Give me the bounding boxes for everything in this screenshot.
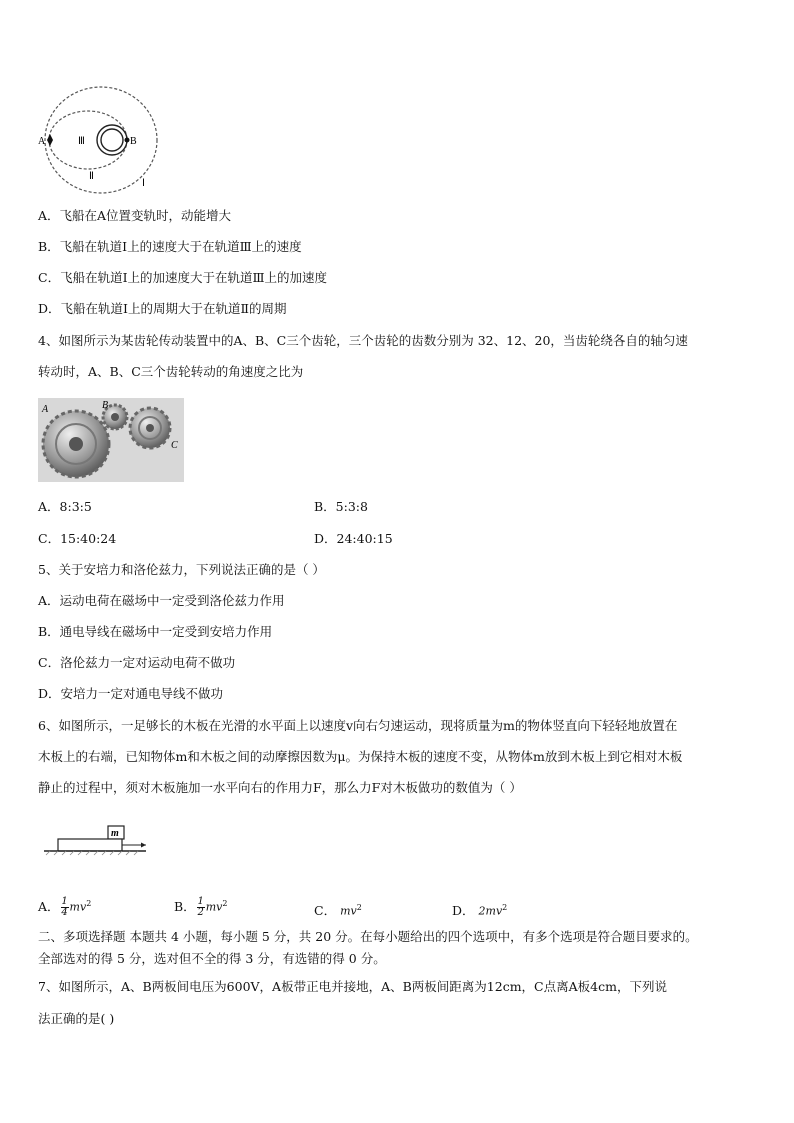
orbit-II — [49, 111, 127, 169]
q5-option-d: D．安培力一定对通电导线不做功 — [38, 686, 224, 701]
q6-stem-line2: 木板上的右端，已知物体m和木板之间的动摩擦因数为μ。为保持木板的速度不变，从物体m放到木板上到它相对木板 — [38, 749, 683, 764]
label-B: B — [130, 136, 137, 147]
q6-stem-line1: 6、如图所示，一足够长的木板在光滑的水平面上以速度v向右匀速运动，现将质量为m的物体竖直向下轻轻地放置在 — [38, 718, 678, 733]
point-B-marker — [125, 138, 130, 143]
q4-option-d: D．24:40:15 — [314, 531, 393, 546]
q4-stem-line1: 4、如图所示为某齿轮传动装置中的A、B、C三个齿轮，三个齿轮的齿数分别为 32、12、20，当齿轮绕各自的轴匀速 — [38, 333, 688, 348]
q3-option-b: B．飞船在轨道Ⅰ上的速度大于在轨道Ⅲ上的速度 — [38, 239, 302, 254]
label-III: Ⅲ — [78, 136, 85, 147]
q6-option-b: B． $\frac{1}{2}$ $mv^2$ — [174, 896, 228, 919]
q3-option-c: C．飞船在轨道Ⅰ上的加速度大于在轨道Ⅲ上的加速度 — [38, 270, 328, 285]
gear-label-a: A — [42, 404, 49, 415]
gear-label-b: B — [102, 400, 109, 411]
label-A: A — [38, 136, 46, 147]
board-diagram — [42, 824, 154, 860]
fraction-1-4: $\frac{1}{4}$ — [61, 896, 68, 919]
q4-stem-line2: 转动时，A、B、C三个齿轮转动的角速度之比为 — [38, 364, 304, 379]
q4-option-b: B．5:3:8 — [314, 499, 368, 514]
section2-instructions-line1: 二、多项选择题 本题共 4 小题，每小题 5 分，共 20 分。在每小题给出的四个选项中，有多个选项是符合题目要求的。 — [38, 929, 698, 944]
q5-option-c: C．洛伦兹力一定对运动电荷不做功 — [38, 655, 236, 670]
q6-option-c: C． $mv^2$ — [314, 903, 362, 919]
q5-option-a: A．运动电荷在磁场中一定受到洛伦兹力作用 — [38, 593, 285, 608]
board — [58, 839, 122, 851]
q4-option-a: A．8:3:5 — [38, 499, 92, 514]
q5-option-b: B．通电导线在磁场中一定受到安培力作用 — [38, 624, 273, 639]
q3-option-d: D．飞船在轨道Ⅰ上的周期大于在轨道Ⅱ的周期 — [38, 301, 287, 316]
gear-label-c: C — [171, 440, 178, 451]
q7-stem-line2: 法正确的是( ) — [38, 1011, 115, 1026]
gears-image — [38, 398, 184, 482]
q4-option-c: C．15:40:24 — [38, 531, 117, 546]
orbit-diagram — [38, 82, 168, 194]
q6-stem-line3: 静止的过程中，须对木板施加一水平向右的作用力F，那么力F对木板做功的数值为（ ） — [38, 780, 522, 795]
label-I: Ⅰ — [142, 178, 145, 189]
q3-option-a: A．飞船在A位置变轨时，动能增大 — [38, 208, 232, 223]
q7-stem-line1: 7、如图所示，A、B两板间电压为600V，A板带正电并接地，A、B两板间距离为12cm，C点离A板4cm，下列说 — [38, 979, 667, 994]
section2-instructions-line2: 全部选对的得 5 分，选对但不全的得 3 分，有选错的得 0 分。 — [38, 951, 386, 966]
point-A-marker — [47, 134, 53, 146]
fraction-1-2: $\frac{1}{2}$ — [197, 896, 204, 919]
q5-stem: 5、关于安培力和洛伦兹力，下列说法正确的是（ ） — [38, 562, 325, 577]
planet — [101, 129, 123, 151]
block-label: m — [111, 828, 119, 839]
label-II: Ⅱ — [89, 171, 94, 182]
q6-option-d: D． $2mv^2$ — [452, 903, 508, 919]
q6-option-a: A． $\frac{1}{4}$ $mv^2$ — [38, 896, 92, 919]
